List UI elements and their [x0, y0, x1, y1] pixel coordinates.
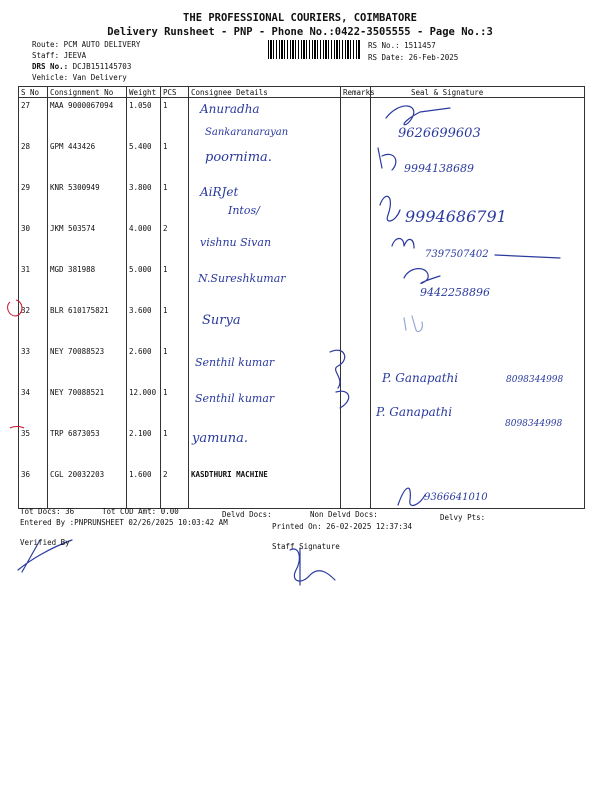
- company-title: THE PROFESSIONAL COURIERS, COIMBATORE: [183, 12, 417, 24]
- col-consignment: Consignment No: [48, 87, 127, 98]
- signature-scribble: [495, 255, 560, 258]
- phone-handwriting: 9994138689: [404, 162, 474, 175]
- cell-consignment: MGD 381988: [48, 262, 127, 303]
- col-sno: S No: [19, 87, 48, 98]
- signature-scribble: [330, 350, 345, 388]
- consignee-handwriting: yamuna.: [192, 431, 249, 446]
- delvy-pts: Delvy Pts:: [440, 513, 486, 522]
- consignee-handwriting: poornima.: [205, 150, 272, 165]
- cell-pcs: 2: [161, 467, 189, 509]
- cell-sno: 30: [19, 221, 48, 262]
- phone-handwriting: 9994686791: [405, 207, 507, 226]
- printed-on: Printed On: 26-02-2025 12:37:34: [272, 522, 412, 531]
- tot-cod-amt: Tot COD Amt: 0.00: [102, 507, 179, 516]
- cell-pcs: 1: [161, 98, 189, 140]
- col-remarks: Remarks: [341, 87, 371, 98]
- rs-number: RS No.: 1511457: [368, 41, 436, 50]
- consignee-handwriting: Surya: [202, 313, 241, 328]
- red-tick-mark: [10, 427, 24, 429]
- cell-consignment: MAA 9000067094: [48, 98, 127, 140]
- cell-pcs: 1: [161, 385, 189, 426]
- tot-docs: Tot Docs: 36: [20, 507, 75, 516]
- signature-scribble: [404, 269, 440, 284]
- cell-consignee: KASDTHURI MACHINE: [189, 467, 341, 509]
- consignee-handwriting: N.Sureshkumar: [198, 272, 286, 285]
- col-consignee: Consignee Details: [189, 87, 341, 98]
- cell-weight: 5.000: [127, 262, 161, 303]
- delvd-docs: Delvd Docs:: [222, 510, 272, 519]
- cell-weight: 5.400: [127, 139, 161, 180]
- cell-pcs: 1: [161, 426, 189, 467]
- drs-value: DCJB151145703: [72, 62, 132, 71]
- cell-consignment: BLR 610175821: [48, 303, 127, 344]
- cell-sno: 36: [19, 467, 48, 509]
- consignee-handwriting: Anuradha: [200, 102, 260, 116]
- runsheet-subtitle: Delivery Runsheet - PNP - Phone No.:0422-3505555 - Page No.:3: [107, 26, 493, 38]
- consignee-handwriting: vishnu Sivan: [200, 236, 272, 249]
- cell-weight: 1.050: [127, 98, 161, 140]
- signature-scribble: [378, 148, 396, 170]
- non-delvd-docs: Non Delvd Docs:: [310, 510, 378, 519]
- consignee-handwriting: Intos/: [228, 204, 260, 217]
- cell-consignment: NEY 70088523: [48, 344, 127, 385]
- cell-sno: 33: [19, 344, 48, 385]
- cell-pcs: 1: [161, 303, 189, 344]
- cell-sno: 32: [19, 303, 48, 344]
- cell-sno: 31: [19, 262, 48, 303]
- cell-consignment: KNR 5300949: [48, 180, 127, 221]
- phone-handwriting: 9626699603: [398, 126, 481, 141]
- red-tick-mark: [8, 300, 22, 316]
- col-pcs: PCS: [161, 87, 189, 98]
- cell-consignment: NEY 70088521: [48, 385, 127, 426]
- cell-consignment: GPM 443426: [48, 139, 127, 180]
- col-seal-signature: Seal & Signature: [371, 87, 585, 98]
- cell-weight: 2.100: [127, 426, 161, 467]
- cell-weight: 1.600: [127, 467, 161, 509]
- vehicle-label: Vehicle: Van Delivery: [32, 73, 127, 82]
- rs-date: RS Date: 26-Feb-2025: [368, 53, 459, 62]
- phone-handwriting: 9366641010: [424, 492, 488, 503]
- cell-weight: 4.000: [127, 221, 161, 262]
- phone-handwriting: 8098344998: [506, 375, 564, 385]
- signature-scribble: [404, 316, 422, 332]
- signature-scribble: [386, 106, 450, 125]
- cell-consignment: CGL 20032203: [48, 467, 127, 509]
- entered-by: Entered By :PNPRUNSHEET 02/26/2025 10:03:42 AM: [20, 518, 228, 527]
- cell-weight: 12.000: [127, 385, 161, 426]
- cell-sno: 34: [19, 385, 48, 426]
- cell-weight: 2.600: [127, 344, 161, 385]
- consignee-handwriting: Sankaranarayan: [205, 127, 289, 138]
- phone-handwriting: 9442258896: [420, 286, 490, 299]
- cell-weight: 3.600: [127, 303, 161, 344]
- cell-pcs: 1: [161, 139, 189, 180]
- signature-scribble: [398, 488, 425, 505]
- cell-sno: 29: [19, 180, 48, 221]
- consignee-handwriting: Senthil kumar: [195, 392, 275, 405]
- consignee-handwriting: AiRJet: [200, 185, 239, 199]
- cell-pcs: 1: [161, 344, 189, 385]
- staff-signature-mark: [290, 548, 335, 585]
- phone-handwriting: 7397507402: [425, 249, 489, 260]
- drs-label: DRS No.:: [32, 62, 69, 71]
- cell-pcs: 1: [161, 180, 189, 221]
- signature-handwriting: P. Ganapathi: [376, 405, 453, 419]
- staff-label: Staff: JEEVA: [32, 51, 87, 60]
- cell-sno: 28: [19, 139, 48, 180]
- signature-scribble: [380, 196, 400, 221]
- cell-pcs: 1: [161, 262, 189, 303]
- consignee-handwriting: Senthil kumar: [195, 356, 275, 369]
- signature-scribble: [336, 391, 349, 408]
- cell-weight: 3.800: [127, 180, 161, 221]
- signature-scribble: [392, 239, 414, 249]
- staff-signature-label: Staff Signature: [272, 542, 340, 551]
- cell-pcs: 2: [161, 221, 189, 262]
- cell-consignment: JKM 503574: [48, 221, 127, 262]
- cell-sno: 27: [19, 98, 48, 140]
- cell-sno: 35: [19, 426, 48, 467]
- route-label: Route: PCM AUTO DELIVERY: [32, 40, 141, 49]
- signature-handwriting: P. Ganapathi: [382, 371, 459, 385]
- phone-handwriting: 8098344998: [505, 419, 563, 429]
- col-weight: Weight: [127, 87, 161, 98]
- cell-consignment: TRP 6873053: [48, 426, 127, 467]
- verified-by: Verified By: [20, 538, 70, 547]
